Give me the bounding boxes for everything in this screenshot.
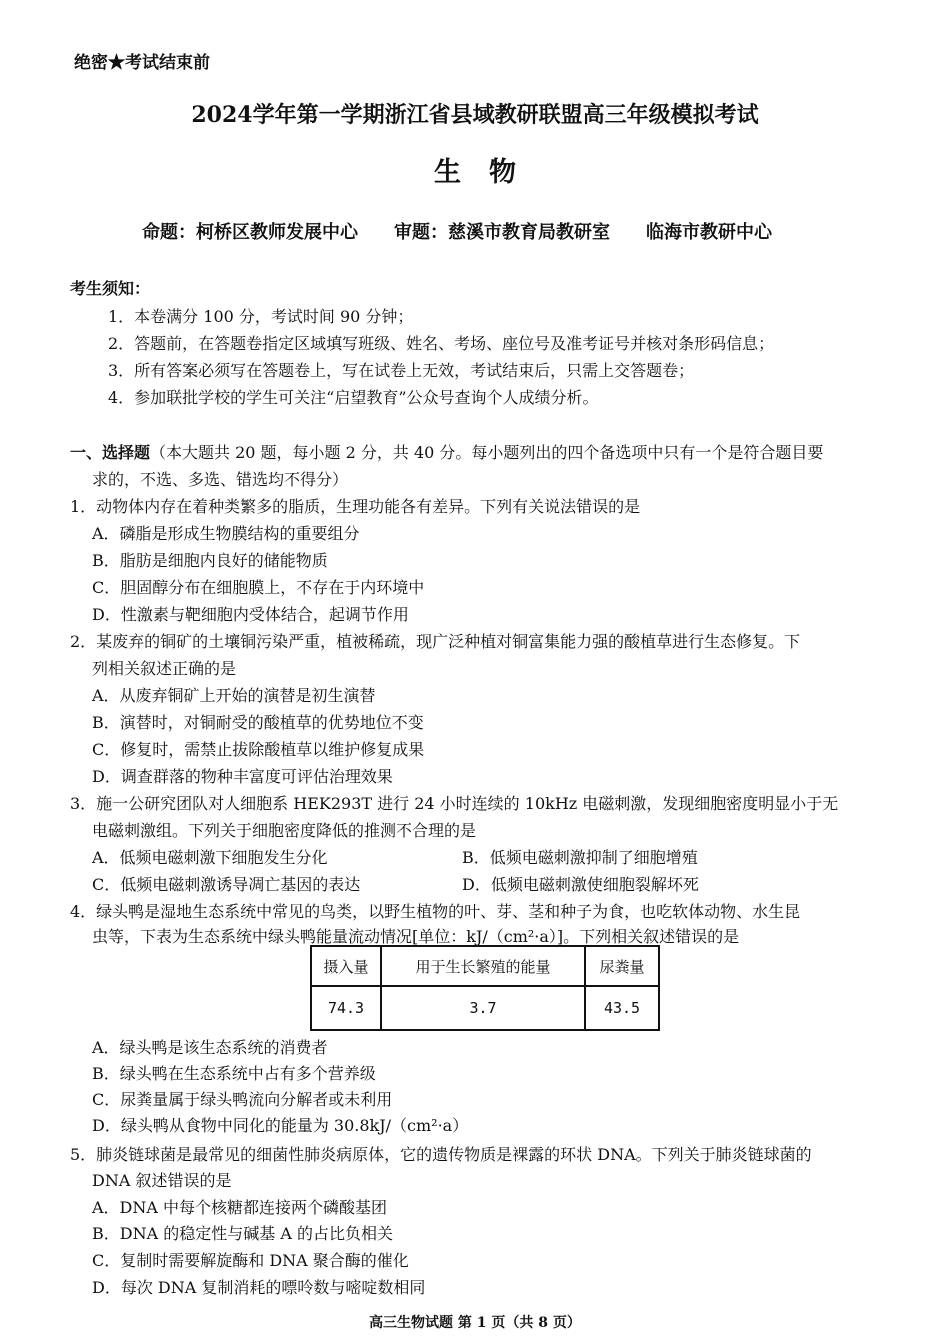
question-stem-cont: 列相关叙述正确的是 <box>92 659 237 678</box>
author-setter: 命题：柯桥区教师发展中心 <box>142 222 358 243</box>
question-stem: 5．肺炎链球菌是最常见的细菌性肺炎病原体，它的遗传物质是裸露的环状 DNA。下列关于肺炎链球菌的 <box>70 1145 812 1164</box>
question-option: D．每次 DNA 复制消耗的嘌呤数与嘧啶数相同 <box>92 1278 426 1297</box>
notice-item: 2．答题前，在答题卷指定区域填写班级、姓名、考场、座位号及准考证号并核对条形码信息； <box>108 334 775 353</box>
question-option: D．绿头鸭从食物中同化的能量为 30.8kJ/（cm²·a） <box>92 1116 469 1135</box>
subject-title: 生物 <box>434 157 544 188</box>
question-option: C．尿粪量属于绿头鸭流向分解者或未利用 <box>92 1090 393 1109</box>
question-option: A．从废弃铜矿上开始的演替是初生演替 <box>92 686 376 705</box>
author-reviewer-1: 审题：慈溪市教育局教研室 <box>394 222 610 243</box>
question-stem: 1．动物体内存在着种类繁多的脂质，生理功能各有差异。下列有关说法错误的是 <box>70 497 641 516</box>
question-stem-cont: 虫等，下表为生态系统中绿头鸭能量流动情况[单位：kJ/（cm²·a）]。下列相关叙述错误的是 <box>92 927 740 946</box>
section-header <box>70 440 823 463</box>
notice-title: 考生须知： <box>70 279 151 298</box>
table-cell: 74.3 <box>311 986 381 1030</box>
question-option: C．修复时，需禁止拔除酸植草以维护修复成果 <box>92 740 425 759</box>
question-option: C．低频电磁刺激诱导凋亡基因的表达 <box>92 875 361 894</box>
authors-line <box>142 218 808 244</box>
question-option: A．低频电磁刺激下细胞发生分化 <box>92 848 328 867</box>
exam-title: 2024学年第一学期浙江省县域教研联盟高三年级模拟考试 <box>191 102 759 128</box>
table-header-row <box>311 946 659 986</box>
question-option: B．低频电磁刺激抑制了细胞增殖 <box>462 848 698 867</box>
question-option: B．演替时，对铜耐受的酸植草的优势地位不变 <box>92 713 424 732</box>
question-option: D．调查群落的物种丰富度可评估治理效果 <box>92 767 393 786</box>
section-instructions-cont: 求的，不选、多选、错选均不得分） <box>92 470 349 489</box>
question-option: B．绿头鸭在生态系统中占有多个营养级 <box>92 1064 376 1083</box>
section-heading: 一、选择题 <box>70 443 151 462</box>
notice-item: 4．参加联批学校的学生可关注“启望教育”公众号查询个人成绩分析。 <box>108 388 599 407</box>
table-cell: 43.5 <box>585 986 659 1030</box>
question-option: A．磷脂是形成生物膜结构的重要组分 <box>92 524 360 543</box>
table-row <box>311 986 659 1030</box>
question-stem-cont: DNA 叙述错误的是 <box>92 1171 232 1190</box>
notice-item: 3．所有答案必须写在答题卷上，写在试卷上无效，考试结束后，只需上交答题卷； <box>108 361 695 380</box>
table-header-cell: 尿粪量 <box>585 946 659 986</box>
question-stem-cont: 电磁刺激组。下列关于细胞密度降低的推测不合理的是 <box>92 821 477 840</box>
question-option: D．低频电磁刺激使细胞裂解坏死 <box>462 875 699 894</box>
question-stem: 4．绿头鸭是湿地生态系统中常见的鸟类，以野生植物的叶、芽、茎和种子为食，也吃软体动物、水生昆 <box>70 902 801 921</box>
author-reviewer-2: 临海市教研中心 <box>646 222 772 243</box>
table-header-cell: 用于生长繁殖的能量 <box>381 946 585 986</box>
table-cell: 3.7 <box>381 986 585 1030</box>
question-option: B．脂肪是细胞内良好的储能物质 <box>92 551 328 570</box>
question-stem: 2．某废弃的铜矿的土壤铜污染严重，植被稀疏，现广泛种植对铜富集能力强的酸植草进行生态修复。下 <box>70 632 801 651</box>
page-footer: 高三生物试题 第 1 页（共 8 页） <box>369 1315 581 1331</box>
question-option: A．绿头鸭是该生态系统的消费者 <box>92 1038 328 1057</box>
question-stem: 3．施一公研究团队对人细胞系 HEK293T 进行 24 小时连续的 10kHz 电磁刺激，发现细胞密度明显小于无 <box>70 794 839 813</box>
energy-flow-table <box>310 945 660 1031</box>
question-option: D．性激素与靶细胞内受体结合，起调节作用 <box>92 605 409 624</box>
section-instructions: （本大题共 20 题，每小题 2 分，共 40 分。每小题列出的四个备选项中只有一个是符合题目要 <box>150 443 824 462</box>
notice-item: 1．本卷满分 100 分，考试时间 90 分钟； <box>108 307 414 326</box>
table-header-cell: 摄入量 <box>311 946 381 986</box>
confidential-label: 绝密★考试结束前 <box>74 53 210 73</box>
question-option: B．DNA 的稳定性与碱基 A 的占比负相关 <box>92 1224 393 1243</box>
question-option: C．胆固醇分布在细胞膜上，不存在于内环境中 <box>92 578 425 597</box>
question-option: A．DNA 中每个核糖都连接两个磷酸基团 <box>92 1198 388 1217</box>
question-option: C．复制时需要解旋酶和 DNA 聚合酶的催化 <box>92 1251 409 1270</box>
